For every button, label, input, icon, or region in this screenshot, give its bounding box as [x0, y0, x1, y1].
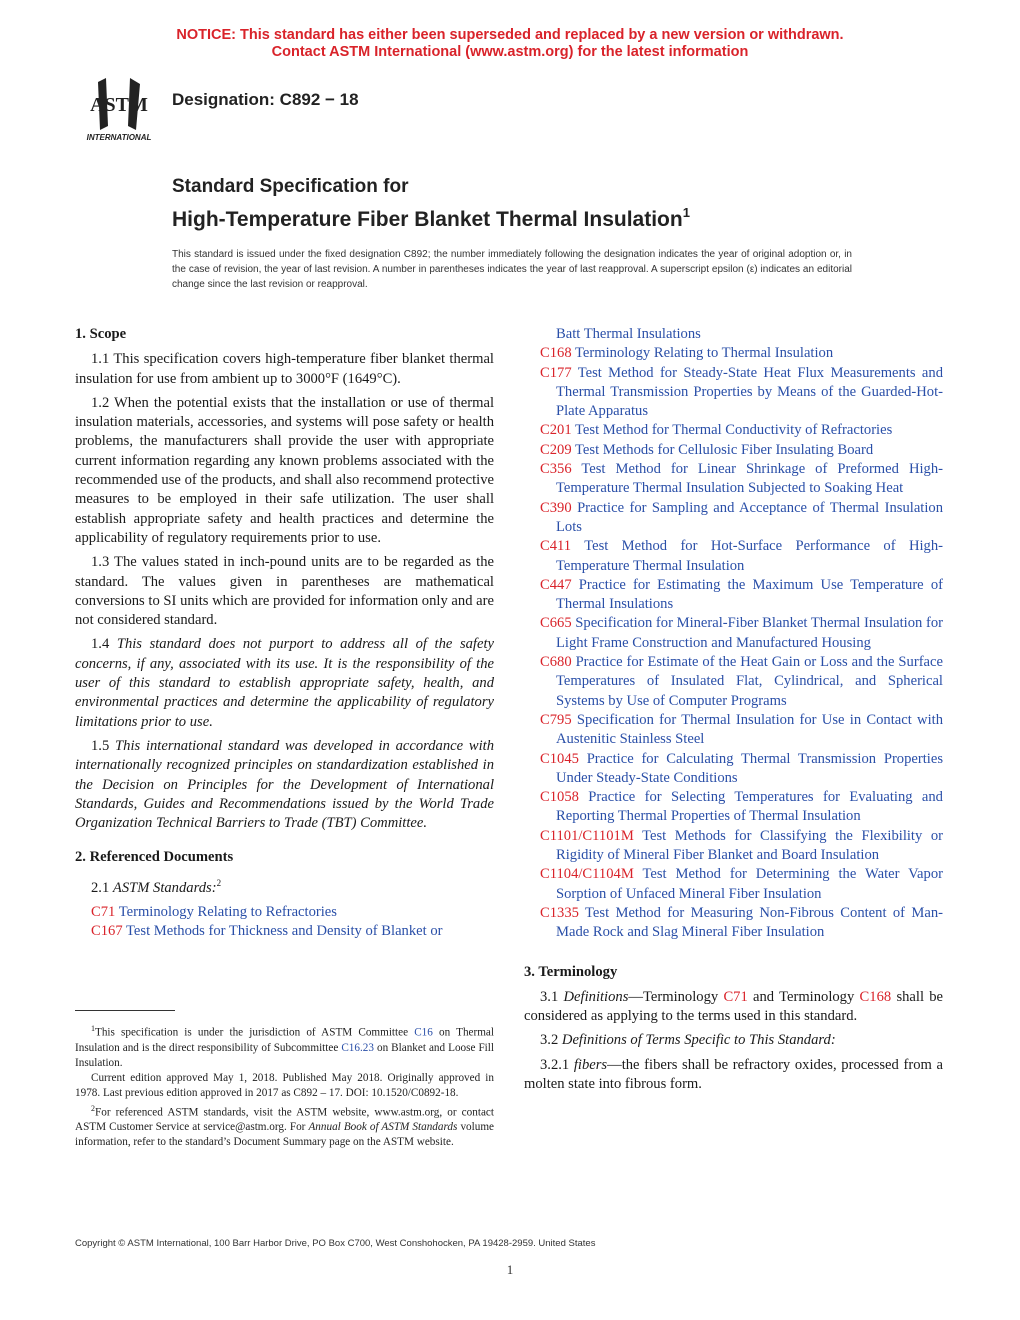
- reference-item[interactable]: [524, 344, 943, 363]
- paragraph-3-2: [524, 1031, 943, 1050]
- notice-banner: [0, 27, 1020, 61]
- footnote-1-link-c16[interactable]: C16: [414, 1026, 433, 1039]
- copyright: Copyright © ASTM International, 100 Barr Harbor Drive, PO Box C700, West Conshohocken, PA 19428-2959. United States: [75, 1238, 596, 1249]
- paragraph-1-3: 1.3 The values stated in inch-pound units are to be regarded as the standard. The values given in parentheses are mathematical conversions to SI units which are provided for information only and are not considered standard.: [75, 554, 494, 629]
- reference-title[interactable]: Terminology Relating to Refractories: [118, 903, 337, 920]
- paragraph-3-1-link-c71[interactable]: C71: [723, 988, 748, 1005]
- reference-title[interactable]: Test Method for Linear Shrinkage of Preformed High-Temperature Thermal Insulation Subjected to Soaking Heat: [556, 461, 943, 497]
- paragraph-3-2-text: Definitions of Terms Specific to This Standard:: [561, 1032, 836, 1049]
- designation: Designation: C892 − 18: [172, 90, 359, 109]
- footnote-rule: [75, 1010, 175, 1011]
- footnote-2-italic: Annual Book of ASTM Standards: [308, 1121, 458, 1134]
- footnote-1-mark: 1: [91, 1024, 95, 1033]
- reference-item[interactable]: [524, 460, 943, 499]
- footnote-2-mark: 2: [91, 1103, 95, 1113]
- reference-title[interactable]: Practice for Sampling and Acceptance of Thermal Insulation Lots: [556, 499, 943, 535]
- reference-code[interactable]: C1045: [540, 750, 579, 767]
- paragraph-3-1-text-c: shall be considered as applying to the terms used in this standard.: [524, 988, 944, 1025]
- reference-title[interactable]: Test Methods for Classifying the Flexibility or Rigidity of Mineral Fiber Blanket and Board Insulation: [556, 827, 944, 864]
- reference-code[interactable]: C795: [540, 711, 572, 728]
- reference-code[interactable]: C411: [540, 538, 572, 555]
- section-referenced-heading: 2. Referenced Documents: [75, 849, 234, 866]
- footnote-2-text-a: For referenced ASTM standards, visit the ASTM website, www.astm.org, or contact ASTM Customer Service at service@astm.org. For: [75, 1106, 494, 1134]
- reference-item[interactable]: [524, 865, 943, 904]
- paragraph-2-1-label: ASTM Standards:: [112, 879, 217, 896]
- section-scope-heading: 1. Scope: [75, 326, 127, 342]
- reference-code[interactable]: C1335: [540, 904, 579, 921]
- issued-note: This standard is issued under the fixed designation C892; the number immediately following the designation indicates the year of original adoption or, in the case of revision, the year of last revision. A number in parentheses indicates the year of last reapproval. A superscript epsilon (ε) indicates an editorial change since the last revision or reapproval.: [172, 249, 852, 290]
- left-column: [75, 325, 494, 941]
- reference-title[interactable]: Test Method for Determining the Water Vapor Sorption of Unfaced Mineral Fiber Insulation: [556, 866, 943, 902]
- reference-title[interactable]: Test Method for Hot-Surface Performance of High-Temperature Thermal Insulation: [556, 538, 943, 574]
- reference-item[interactable]: [524, 421, 943, 440]
- reference-code[interactable]: C1104/C1104M: [540, 866, 634, 883]
- section-terminology-heading: 3. Terminology: [524, 963, 618, 980]
- reference-item[interactable]: [524, 827, 943, 866]
- title-footnote-mark: 1: [682, 205, 690, 220]
- paragraph-3-2-1-term: fibers: [573, 1056, 608, 1073]
- paragraph-3-1-term: Definitions: [563, 988, 629, 1005]
- reference-title[interactable]: Test Method for Thermal Conductivity of Refractories: [575, 422, 893, 439]
- logo-subtext: INTERNATIONAL: [86, 133, 152, 142]
- paragraph-3-1-text-a: —Terminology: [628, 988, 719, 1005]
- paragraph-2-1-mark: 2: [216, 877, 222, 888]
- footnote-2-text-b: volume information, refer to the standard’s Document Summary page on the ASTM website.: [75, 1121, 494, 1149]
- reference-item[interactable]: [524, 711, 943, 750]
- title-line-1: Standard Specification for: [172, 176, 409, 197]
- reference-title[interactable]: Specification for Thermal Insulation for Use in Contact with Austenitic Stainless Steel: [556, 711, 944, 748]
- paragraph-3-2-num: 3.2: [540, 1032, 559, 1049]
- right-column: [524, 325, 943, 1099]
- notice-line-1: NOTICE: This standard has either been superseded and replaced by a new version or withdrawn.: [176, 27, 844, 43]
- reference-title[interactable]: Practice for Selecting Temperatures for Evaluating and Reporting Thermal Properties of Thermal Insulation: [556, 789, 943, 825]
- reference-title[interactable]: Test Methods for Thickness and Density of Blanket or: [126, 923, 443, 940]
- reference-code[interactable]: C167: [91, 923, 123, 940]
- paragraph-3-1-num: 3.1: [540, 988, 559, 1005]
- paragraph-1-4-text: This standard does not purport to address all of the safety concerns, if any, associated with its use. It is the responsibility of the user of this standard to establish appropriate safety, health, and environmental practices and determine the applicability of regulatory limitations prior to use.: [75, 636, 494, 730]
- document-title: [172, 174, 690, 233]
- paragraph-1-1: 1.1 This specification covers high-temperature fiber blanket thermal insulation for use from ambient up to 3000°F (1649°C).: [75, 351, 494, 387]
- reference-code[interactable]: C201: [540, 422, 572, 439]
- footnotes: [75, 1021, 494, 1150]
- paragraph-3-1-link-c168[interactable]: C168: [859, 988, 892, 1005]
- reference-code[interactable]: C1101/C1101M: [540, 827, 634, 844]
- reference-code[interactable]: C209: [540, 441, 572, 458]
- footnote-1: [75, 1021, 494, 1071]
- footnote-2: [75, 1101, 494, 1151]
- reference-title[interactable]: Practice for Estimating the Maximum Use Temperature of Thermal Insulations: [556, 576, 943, 613]
- reference-item[interactable]: [524, 614, 943, 653]
- paragraph-1-5-num: 1.5: [91, 737, 110, 754]
- paragraph-1-5-text: This international standard was developed in accordance with internationally recognized principles on standardization established in the Decision on Principles for the Development of International Standards, Guides and Recommendations issued by the World Trade Organization Technical Barriers to Trade (TBT) Committee.: [75, 737, 495, 832]
- reference-code[interactable]: C71: [91, 903, 116, 920]
- reference-code[interactable]: C168: [540, 345, 572, 362]
- title-text: High-Temperature Fiber Blanket Thermal Insulation: [172, 208, 683, 231]
- paragraph-2-1-num: 2.1: [91, 879, 110, 896]
- reference-code[interactable]: C447: [540, 576, 572, 593]
- reference-item[interactable]: [524, 499, 943, 538]
- paragraph-1-5: [75, 737, 494, 833]
- reference-continuation[interactable]: Batt Thermal Insulations: [556, 326, 701, 342]
- reference-code[interactable]: C390: [540, 499, 572, 516]
- reference-title[interactable]: Specification for Mineral-Fiber Blanket Thermal Insulation for Light Frame Construction and Manufactured Housing: [556, 615, 943, 651]
- logo-text: ASTM: [90, 94, 148, 116]
- paragraph-1-2: 1.2 When the potential exists that the installation or use of thermal insulation materials, accessories, and systems will pose safety or health problems, the manufacturers shall provide the user with appropriate current information regarding any known problems associated with the recommended use of the products, and shall also recommend protective measures to be employed in their safe utilization. The user shall establish appropriate safety and health practices and determine the applicability of regulatory requirements prior to use.: [75, 394, 494, 546]
- left-reference-list: [75, 903, 494, 942]
- reference-item[interactable]: [524, 441, 943, 460]
- footnote-1-text-c: on Blanket and Loose Fill Insulation.: [75, 1041, 494, 1069]
- reference-title[interactable]: Test Methods for Cellulosic Fiber Insulating Board: [575, 441, 874, 458]
- reference-item[interactable]: [75, 903, 494, 922]
- reference-title[interactable]: Terminology Relating to Thermal Insulation: [575, 345, 834, 362]
- paragraph-1-4-num: 1.4: [91, 636, 110, 653]
- page-number: 1: [506, 1262, 514, 1277]
- paragraph-3-1: [524, 988, 943, 1027]
- reference-code[interactable]: C1058: [540, 789, 579, 806]
- reference-item[interactable]: [524, 653, 943, 711]
- paragraph-3-1-text-b: and Terminology: [753, 988, 855, 1005]
- footnote-1-text-a: This specification is under the jurisdiction of ASTM Committee: [95, 1026, 409, 1039]
- reference-item[interactable]: [524, 788, 943, 827]
- paragraph-2-1: [75, 874, 494, 898]
- reference-item[interactable]: [75, 922, 494, 941]
- footnote-1-link-c16-23[interactable]: C16.23: [341, 1041, 374, 1054]
- paragraph-3-2-1-num: 3.2.1: [540, 1056, 570, 1073]
- reference-code[interactable]: C356: [540, 461, 572, 478]
- reference-title[interactable]: Test Method for Measuring Non-Fibrous Content of Man-Made Rock and Slag Mineral Fiber Insulation: [556, 904, 943, 941]
- reference-item[interactable]: [524, 364, 943, 422]
- reference-item[interactable]: [524, 537, 943, 576]
- reference-title[interactable]: Practice for Estimate of the Heat Gain or Loss and the Surface Temperatures of Insulated Flat, Cylindrical, and Spherical Systems by Use of Computer Programs: [556, 654, 943, 709]
- right-reference-list: [524, 344, 943, 942]
- reference-code[interactable]: C177: [540, 364, 572, 381]
- footnote-1-text-b: on Thermal Insulation and is the direct responsibility of Subcommittee: [75, 1026, 495, 1054]
- astm-logo-icon: [78, 74, 160, 144]
- reference-item[interactable]: [524, 904, 943, 943]
- reference-code[interactable]: C680: [540, 654, 572, 671]
- reference-item[interactable]: [524, 750, 943, 789]
- reference-item[interactable]: [524, 576, 943, 615]
- notice-line-2: Contact ASTM International (www.astm.org) for the latest information: [271, 44, 749, 60]
- reference-code[interactable]: C665: [540, 615, 572, 632]
- title-line-2: [172, 199, 690, 233]
- reference-title[interactable]: Practice for Calculating Thermal Transmission Properties Under Steady-State Conditions: [556, 750, 943, 786]
- footnote-1-edition: Current edition approved May 1, 2018. Published May 2018. Originally approved in 1978. Last previous edition approved in 2017 as C892 – 17. DOI: 10.1520/C0892-18.: [75, 1071, 494, 1099]
- paragraph-3-2-1: [524, 1056, 943, 1095]
- paragraph-1-4: [75, 635, 494, 731]
- paragraph-3-2-1-text: —the fibers shall be refractory oxides, processed from a molten state into fibrous form.: [524, 1056, 943, 1092]
- reference-title[interactable]: Test Method for Steady-State Heat Flux Measurements and Thermal Transmission Properties by Means of the Guarded-Hot-Plate Apparatus: [556, 364, 943, 420]
